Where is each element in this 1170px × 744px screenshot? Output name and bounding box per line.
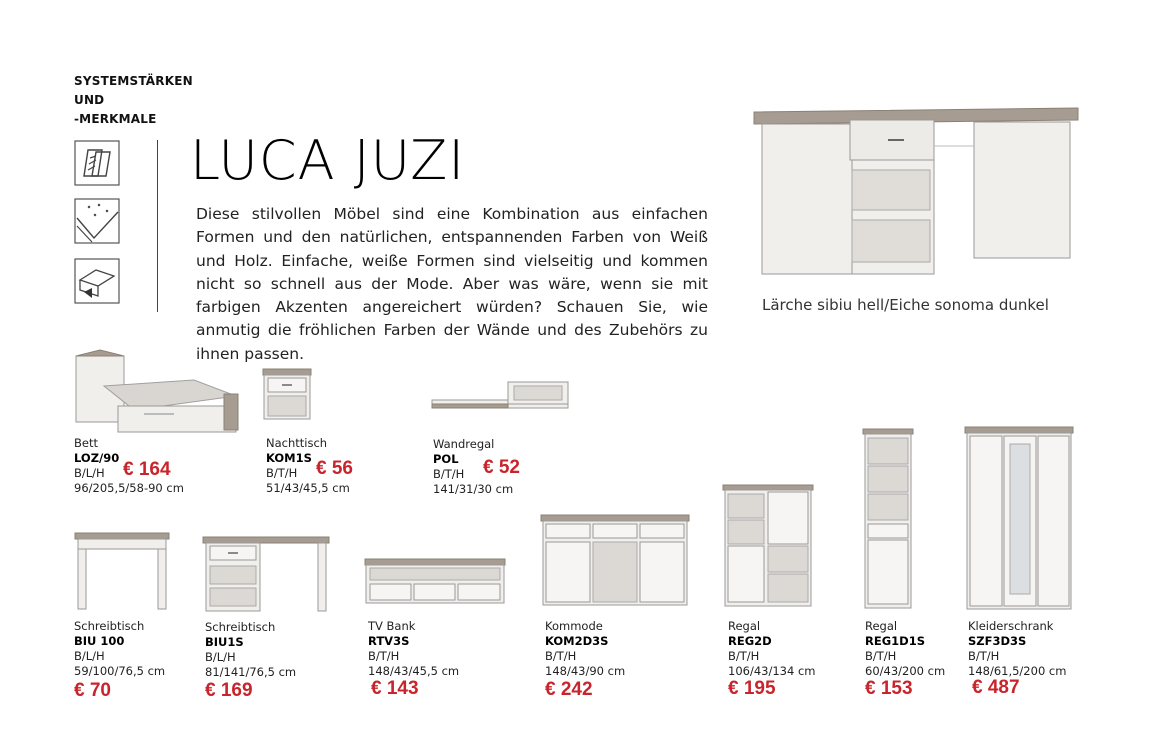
product-price: € 164	[123, 459, 171, 480]
product-dim-label: B/L/H	[74, 466, 105, 480]
wardrobe-image	[964, 426, 1074, 610]
hero-desk-image	[752, 104, 1082, 284]
tv-bench-image	[364, 558, 506, 604]
product-price: € 487	[972, 677, 1020, 698]
product-item	[368, 619, 459, 679]
product-code: POL	[433, 452, 459, 466]
product-dim-label: B/T/H	[728, 649, 760, 663]
product-name: TV Bank	[368, 619, 416, 633]
product-code: REG2D	[728, 634, 772, 648]
product-dims: 106/43/134 cm	[728, 664, 816, 678]
product-item	[728, 619, 815, 679]
product-code: SZF3D3S	[968, 634, 1027, 648]
product-price: € 70	[74, 680, 111, 701]
product-dim-label: B/L/H	[205, 650, 236, 664]
product-name: Wandregal	[433, 437, 495, 451]
product-item	[74, 619, 165, 679]
wall-shelf-image	[430, 380, 570, 410]
product-name: Kleiderschrank	[968, 619, 1054, 633]
intro-text: Diese stilvollen Möbel sind eine Kombination aus einfachen Formen und den natürlichen, entspannenden Farben von Weiß und Holz. Einfache, weiße Formen sind vielseitig und kommen nicht so schnell aus der Mode. Aber was wäre, wenn sie mit farbigen Akzenten angereichert würden? Schauen Sie, wie anmutig die fröhlichen Farben der Wände und des Zubehörs zu ihnen passen.	[196, 205, 708, 363]
features-line-1: SYSTEMSTÄRKEN	[74, 74, 193, 88]
product-name: Kommode	[545, 619, 603, 633]
product-name: Schreibtisch	[205, 620, 276, 634]
product-item	[205, 620, 296, 680]
product-price: € 169	[205, 680, 253, 701]
bed-image	[74, 350, 240, 434]
product-dim-label: B/T/H	[968, 649, 1000, 663]
surface-icon	[74, 198, 120, 244]
desk-small-image	[74, 532, 170, 612]
product-code: LOZ/90	[74, 451, 120, 465]
drawer-icon	[74, 258, 120, 304]
product-code: REG1D1S	[865, 634, 925, 648]
product-dims: 148/61,5/200 cm	[968, 664, 1067, 678]
product-dims: 148/43/90 cm	[545, 664, 626, 678]
product-name: Regal	[865, 619, 898, 633]
finish-caption: Lärche sibiu hell/Eiche sonoma dunkel	[762, 296, 1049, 314]
product-dim-label: B/T/H	[368, 649, 400, 663]
product-price: € 242	[545, 679, 593, 700]
product-dims: 81/141/76,5 cm	[205, 665, 297, 679]
product-code: RTV3S	[368, 634, 410, 648]
product-price: € 56	[316, 458, 353, 479]
product-name: Bett	[74, 436, 98, 450]
product-price: € 143	[371, 678, 419, 699]
product-name: Nachttisch	[266, 436, 328, 450]
features-line-2: UND	[74, 93, 105, 107]
product-item	[545, 619, 625, 679]
sideboard-image	[540, 514, 690, 606]
product-dims: 141/31/30 cm	[433, 482, 514, 496]
product-dim-label: B/L/H	[74, 649, 105, 663]
product-dim-label: B/T/H	[865, 649, 897, 663]
product-dim-label: B/T/H	[545, 649, 577, 663]
product-dims: 59/100/76,5 cm	[74, 664, 166, 678]
product-dims: 148/43/45,5 cm	[368, 664, 460, 678]
product-item	[865, 619, 945, 679]
nightstand-image	[262, 368, 312, 420]
product-item	[968, 619, 1066, 679]
product-dim-label: B/T/H	[266, 466, 298, 480]
product-dims: 96/205,5/58-90 cm	[74, 481, 184, 495]
page-title: LUCA JUZI	[190, 129, 466, 192]
product-price: € 153	[865, 678, 913, 699]
product-code: BIU 100	[74, 634, 125, 648]
product-code: KOM2D3S	[545, 634, 609, 648]
product-dims: 51/43/45,5 cm	[266, 481, 350, 495]
product-dim-label: B/T/H	[433, 467, 465, 481]
features-line-3: -MERKMALE	[74, 112, 157, 126]
product-code: BIU1S	[205, 635, 244, 649]
features-heading	[74, 72, 193, 129]
product-name: Regal	[728, 619, 761, 633]
product-price: € 195	[728, 678, 776, 699]
divider	[157, 140, 158, 312]
shelf-image	[722, 484, 814, 608]
product-dims: 60/43/200 cm	[865, 664, 946, 678]
product-name: Schreibtisch	[74, 619, 145, 633]
product-price: € 52	[483, 457, 520, 478]
desk-image	[202, 536, 330, 612]
tall-shelf-image	[862, 428, 914, 610]
tech-icon	[74, 140, 120, 186]
product-code: KOM1S	[266, 451, 312, 465]
